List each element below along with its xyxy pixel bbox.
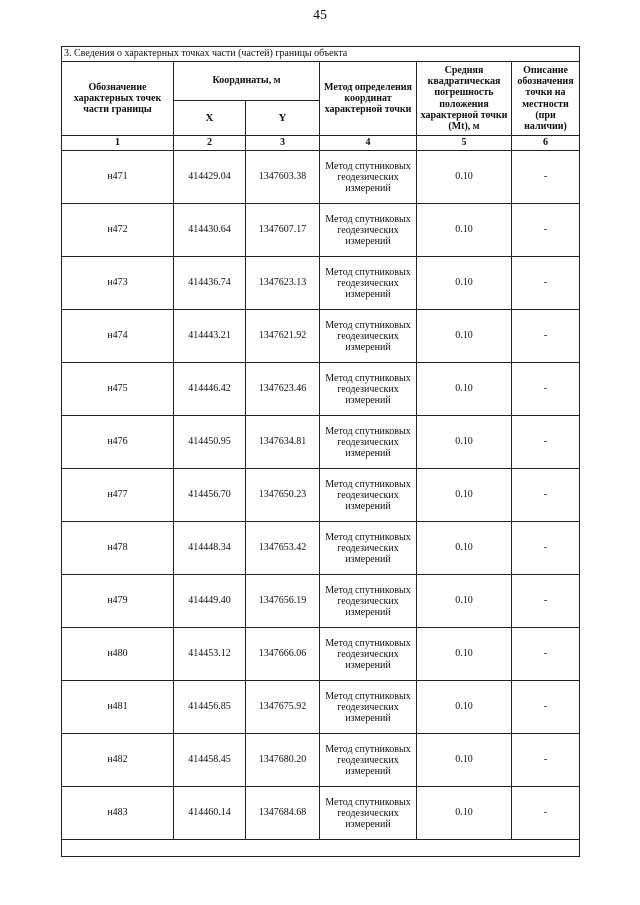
point-id: н480 bbox=[62, 628, 174, 681]
description-cell: - bbox=[512, 204, 580, 257]
method-cell: Метод спутниковых геодезических измерений bbox=[320, 628, 417, 681]
coord-x: 414453.12 bbox=[174, 628, 246, 681]
coord-x: 414436.74 bbox=[174, 257, 246, 310]
table-row bbox=[62, 363, 580, 416]
point-id: н474 bbox=[62, 310, 174, 363]
point-id: н473 bbox=[62, 257, 174, 310]
coord-x: 414450.95 bbox=[174, 416, 246, 469]
point-id: н478 bbox=[62, 522, 174, 575]
table-row bbox=[62, 310, 580, 363]
table-row bbox=[62, 734, 580, 787]
coord-y: 1347634.81 bbox=[246, 416, 320, 469]
mt-value: 0.10 bbox=[417, 681, 512, 734]
page-number: 45 bbox=[313, 8, 327, 23]
description-cell: - bbox=[512, 575, 580, 628]
method-cell: Метод спутниковых геодезических измерений bbox=[320, 363, 417, 416]
table-row bbox=[62, 416, 580, 469]
empty-cell bbox=[62, 840, 580, 857]
coord-y: 1347684.68 bbox=[246, 787, 320, 840]
header-error: Средняя квадратическая погрешность положения характерной точки (Mt), м bbox=[417, 62, 512, 136]
description-cell: - bbox=[512, 151, 580, 204]
column-number: 1 bbox=[62, 136, 174, 151]
column-number: 6 bbox=[512, 136, 580, 151]
table-row bbox=[62, 575, 580, 628]
header-y: Y bbox=[246, 101, 320, 136]
coord-x: 414448.34 bbox=[174, 522, 246, 575]
description-cell: - bbox=[512, 310, 580, 363]
description-cell: - bbox=[512, 469, 580, 522]
section-title: 3. Сведения о характерных точках части (частей) границы объекта bbox=[62, 47, 580, 62]
coord-y: 1347623.46 bbox=[246, 363, 320, 416]
mt-value: 0.10 bbox=[417, 787, 512, 840]
mt-value: 0.10 bbox=[417, 204, 512, 257]
header-method: Метод определения координат характерной точки bbox=[320, 62, 417, 136]
point-id: н481 bbox=[62, 681, 174, 734]
coord-x: 414429.04 bbox=[174, 151, 246, 204]
description-cell: - bbox=[512, 628, 580, 681]
table-row bbox=[62, 681, 580, 734]
column-number: 5 bbox=[417, 136, 512, 151]
coord-x: 414443.21 bbox=[174, 310, 246, 363]
column-number: 4 bbox=[320, 136, 417, 151]
coord-y: 1347675.92 bbox=[246, 681, 320, 734]
method-cell: Метод спутниковых геодезических измерений bbox=[320, 787, 417, 840]
table-row bbox=[62, 787, 580, 840]
description-cell: - bbox=[512, 787, 580, 840]
coord-y: 1347666.06 bbox=[246, 628, 320, 681]
coord-y: 1347623.13 bbox=[246, 257, 320, 310]
table-row bbox=[62, 628, 580, 681]
coord-x: 414460.14 bbox=[174, 787, 246, 840]
method-cell: Метод спутниковых геодезических измерений bbox=[320, 469, 417, 522]
header-designation: Обозначение характерных точек части границы bbox=[62, 62, 174, 136]
coord-x: 414446.42 bbox=[174, 363, 246, 416]
method-cell: Метод спутниковых геодезических измерений bbox=[320, 575, 417, 628]
section-title-row bbox=[62, 47, 580, 62]
mt-value: 0.10 bbox=[417, 628, 512, 681]
description-cell: - bbox=[512, 681, 580, 734]
header-description: Описание обозначения точки на местности (при наличии) bbox=[512, 62, 580, 136]
mt-value: 0.10 bbox=[417, 575, 512, 628]
method-cell: Метод спутниковых геодезических измерений bbox=[320, 522, 417, 575]
mt-value: 0.10 bbox=[417, 416, 512, 469]
table-row bbox=[62, 151, 580, 204]
point-id: н471 bbox=[62, 151, 174, 204]
point-id: н483 bbox=[62, 787, 174, 840]
coord-y: 1347653.42 bbox=[246, 522, 320, 575]
coord-y: 1347621.92 bbox=[246, 310, 320, 363]
point-id: н472 bbox=[62, 204, 174, 257]
method-cell: Метод спутниковых геодезических измерений bbox=[320, 416, 417, 469]
coord-x: 414456.70 bbox=[174, 469, 246, 522]
table-row bbox=[62, 204, 580, 257]
table-row bbox=[62, 469, 580, 522]
table-body bbox=[62, 151, 580, 840]
mt-value: 0.10 bbox=[417, 363, 512, 416]
method-cell: Метод спутниковых геодезических измерений bbox=[320, 204, 417, 257]
coord-y: 1347607.17 bbox=[246, 204, 320, 257]
point-id: н479 bbox=[62, 575, 174, 628]
method-cell: Метод спутниковых геодезических измерений bbox=[320, 734, 417, 787]
column-number: 3 bbox=[246, 136, 320, 151]
point-id: н475 bbox=[62, 363, 174, 416]
description-cell: - bbox=[512, 522, 580, 575]
header-coordinates: Координаты, м bbox=[174, 62, 320, 101]
mt-value: 0.10 bbox=[417, 151, 512, 204]
empty-footer-row bbox=[62, 840, 580, 857]
coord-y: 1347650.23 bbox=[246, 469, 320, 522]
header-row bbox=[62, 62, 580, 101]
mt-value: 0.10 bbox=[417, 522, 512, 575]
coord-x: 414456.85 bbox=[174, 681, 246, 734]
coord-y: 1347603.38 bbox=[246, 151, 320, 204]
column-number-row bbox=[62, 136, 580, 151]
boundary-points-table bbox=[61, 46, 580, 857]
mt-value: 0.10 bbox=[417, 469, 512, 522]
point-id: н476 bbox=[62, 416, 174, 469]
method-cell: Метод спутниковых геодезических измерений bbox=[320, 310, 417, 363]
method-cell: Метод спутниковых геодезических измерений bbox=[320, 257, 417, 310]
coord-x: 414458.45 bbox=[174, 734, 246, 787]
mt-value: 0.10 bbox=[417, 734, 512, 787]
coord-x: 414430.64 bbox=[174, 204, 246, 257]
header-x: X bbox=[174, 101, 246, 136]
method-cell: Метод спутниковых геодезических измерений bbox=[320, 681, 417, 734]
description-cell: - bbox=[512, 363, 580, 416]
table-row bbox=[62, 522, 580, 575]
table-row bbox=[62, 257, 580, 310]
column-number: 2 bbox=[174, 136, 246, 151]
mt-value: 0.10 bbox=[417, 310, 512, 363]
mt-value: 0.10 bbox=[417, 257, 512, 310]
coord-y: 1347680.20 bbox=[246, 734, 320, 787]
coord-y: 1347656.19 bbox=[246, 575, 320, 628]
method-cell: Метод спутниковых геодезических измерений bbox=[320, 151, 417, 204]
point-id: н482 bbox=[62, 734, 174, 787]
description-cell: - bbox=[512, 416, 580, 469]
description-cell: - bbox=[512, 257, 580, 310]
coord-x: 414449.40 bbox=[174, 575, 246, 628]
description-cell: - bbox=[512, 734, 580, 787]
point-id: н477 bbox=[62, 469, 174, 522]
